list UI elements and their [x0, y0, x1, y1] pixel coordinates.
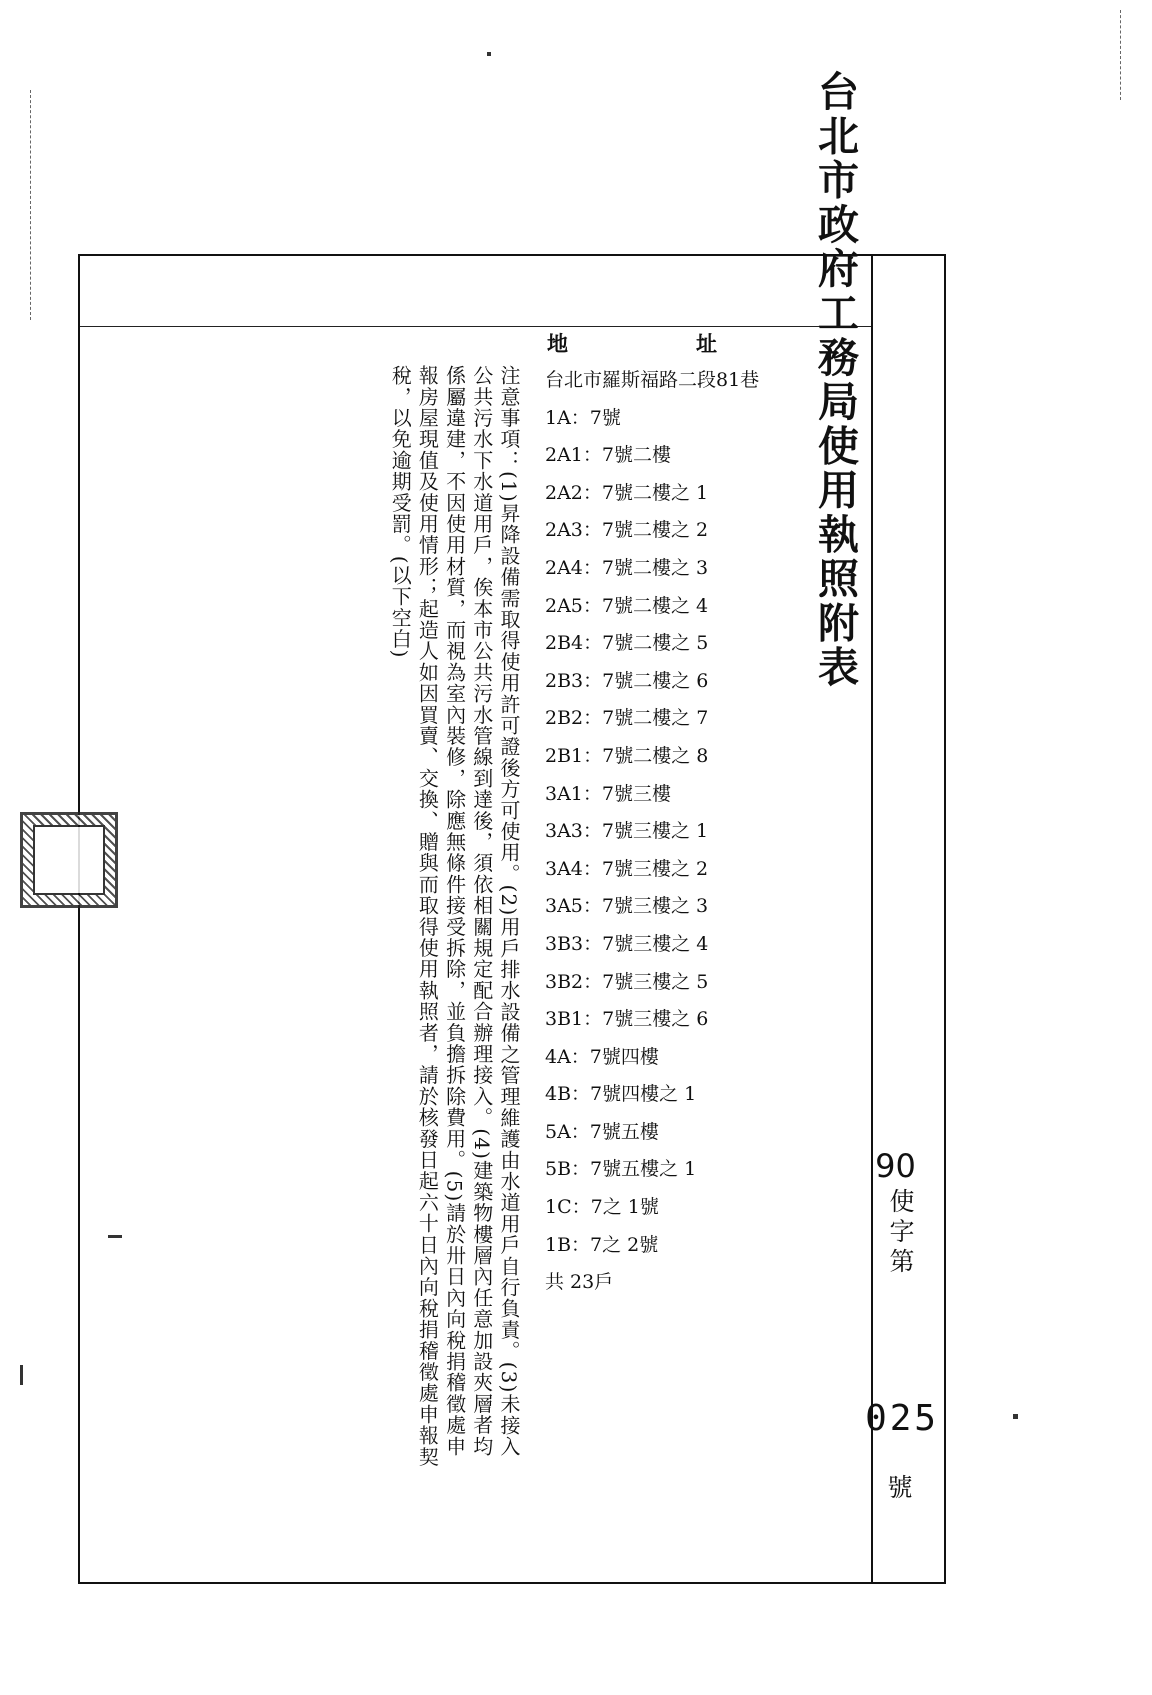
address-header-right: 址 [696, 331, 717, 356]
address-line: 2A5：7號二樓之 4 [545, 594, 709, 617]
address-line: 2B1：7號二樓之 8 [545, 744, 709, 767]
address-line: 4A：7號四樓 [545, 1045, 659, 1068]
permit-kind: 使字第 [886, 1188, 915, 1278]
address-line: 3B3：7號三樓之 4 [545, 932, 709, 955]
address-line: 5A：7號五樓 [545, 1120, 659, 1143]
permit-suffix: 號 [887, 1473, 913, 1502]
notes-text: 注意事項：(1)昇降設備需取得使用許可證後方可使用。(2)用戶排水設備之管理維護由水道用戶自行負責。(3)未接入公共污水下水道用戶，俟本市公共污水管線到達後，須依相關規定配合辦理接入。(4)建築物樓層內任意加設夾層者均係屬違建，不因使用材質，而視為室內裝修，除應無條件接受拆除，並負擔拆除費用。(5)請於卅日內向稅捐稽徵處申報房屋現值及使用情形；起造人如因買賣、交換、贈與而取得使用執照者，請於核發日起六十日內向稅捐稽徵處申報契稅，以免逾期受罰。(以下空白) [388, 365, 521, 1468]
address-line: 4B：7號四樓之 1 [545, 1083, 697, 1106]
address-line: 2A4：7號二樓之 3 [545, 556, 709, 579]
scan-speck [20, 1365, 23, 1385]
scan-speck [487, 52, 491, 56]
address-line: 台北市羅斯福路二段81巷 [545, 369, 760, 391]
address-line: 3A3：7號三樓之 1 [545, 820, 709, 843]
address-line: 2B4：7號二樓之 5 [545, 632, 709, 655]
address-line: 2B3：7號二樓之 6 [545, 669, 709, 692]
address-line: 1B：7之 2號 [545, 1233, 659, 1256]
scan-edge-mark [1120, 10, 1121, 100]
address-line: 3A1：7號三樓 [545, 782, 671, 805]
address-line: 3A4：7號三樓之 2 [545, 857, 709, 880]
address-line: 2A3：7號二樓之 2 [545, 519, 709, 542]
address-total: 共 23戶 [545, 1271, 614, 1294]
scan-speck [1013, 1414, 1018, 1419]
scan-speck [108, 1235, 122, 1238]
address-header [547, 328, 717, 358]
title-strip-divider [871, 256, 873, 1582]
address-header-left: 地 [547, 331, 568, 356]
address-line: 2B2：7號二樓之 7 [545, 707, 709, 730]
address-line: 3B2：7號三樓之 5 [545, 970, 709, 993]
document-title: 台北市政府工務局使用執照附表 [811, 70, 859, 690]
seal-stamp-inner [33, 825, 105, 895]
header-rule [80, 326, 873, 327]
address-list [545, 362, 759, 1302]
address-line: 3B1：7號三樓之 6 [545, 1008, 709, 1031]
permit-year: 90 [875, 1147, 916, 1185]
address-line: 3A5：7號三樓之 3 [545, 895, 709, 918]
scan-edge-mark [30, 90, 31, 320]
address-line: 2A1：7號二樓 [545, 444, 671, 467]
address-line: 2A2：7號二樓之 1 [545, 481, 709, 504]
address-line: 1C：7之 1號 [545, 1196, 659, 1219]
seal-stamp [20, 812, 118, 908]
address-line: 5B：7號五樓之 1 [545, 1158, 697, 1181]
address-line: 1A：7號 [545, 406, 621, 429]
permit-number: 025 [865, 1398, 939, 1439]
